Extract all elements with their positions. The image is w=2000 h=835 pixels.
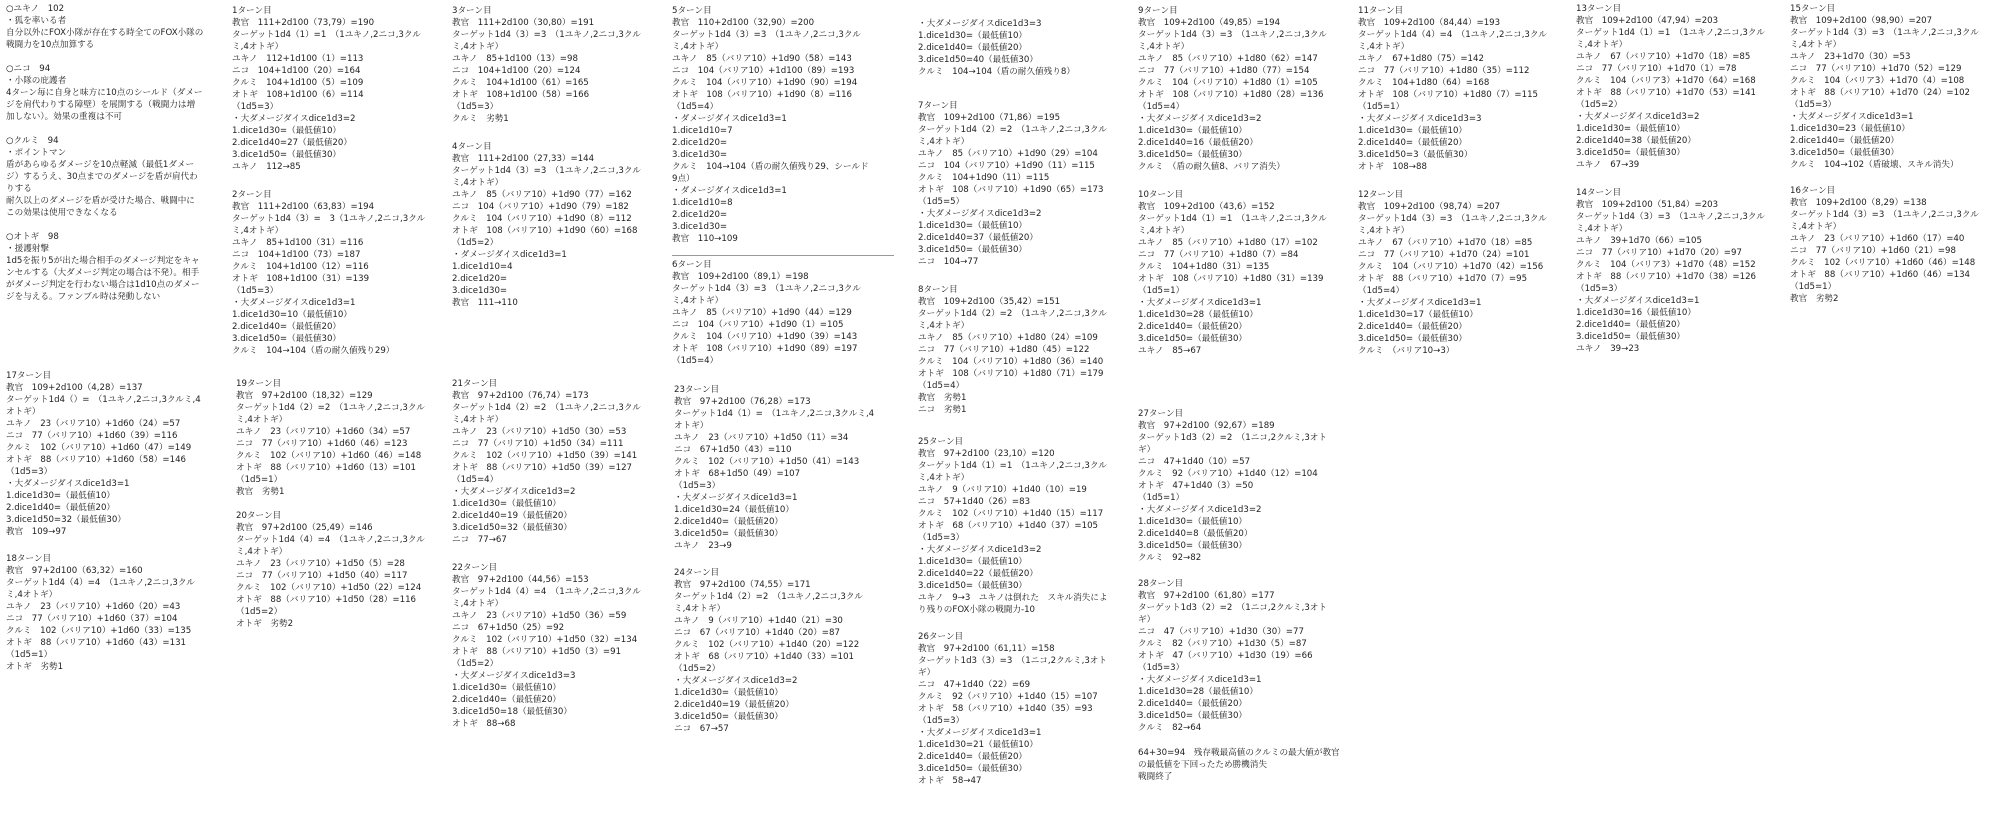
turn-20: 20ターン目 教官 97+2d100（25,49）=146 ターゲット1d4（4）=4 （1ユキノ,2ニコ,3クル ミ,4オトギ） ユキノ 23（バリア10）+1d50（5）=28 ニコ 77（バリア10）+1d50（40）=117 クルミ 102（バリア10）+1d50（22）=124 オトギ 88（バリア10）+1d50（28）=116 （1d5=2） オトギ 劣勢2 [236, 511, 425, 629]
turn-5: 5ターン目 教官 110+2d100（32,90）=200 ターゲット1d4（3）=3 （1ユキノ,2ニコ,3クル ミ,4オトギ） ユキノ 85（バリア10）+1d90（58）=143 ニコ 104（バリア10）+1d100（89）=193 クルミ 104（バリア10）+1d90（90）=194 オトギ 108（バリア10）+1d90（8）=116 （1d5=4） ・ダメージダイスdice1d3=1 1.dice1d10=7 2.dice1d20= 3.dice1d30= クルミ 104→104（盾の耐久値残り29、シールド 9点） ・ダメージダイスdice1d3=1 1.dice1d10=8 2.dice1d20= 3.dice1d30= 教官 110→109 [672, 6, 869, 244]
turn-3: 3ターン目 教官 111+2d100（30,80）=191 ターゲット1d4（3）=3 （1ユキノ,2ニコ,3クル ミ,4オトギ） ユキノ 85+1d100（13）=98 ニコ 104+1d100（20）=124 クルミ 104+1d100（61）=165 オトギ 108+1d100（58）=166 （1d5=3） クルミ 劣勢1 [452, 6, 641, 124]
character-intro: ○ユキノ 102 ・狐を率いる者 自分以外にFOX小隊が存在する時全てのFOX小隊の 戦闘力を10点加算する ○ニコ 94 ・小隊の庇護者 4ターン毎に自身と味方に10点のシールド（ダメー ジを肩代わりする障壁）を展開する（戦闘力は増 加しない）。効果の重複は不可 ○クルミ 94 ・ポイントマン 盾があらゆるダメージを10点軽減（最低1ダメー ジ）するうえ、30点までのダメージを盾が肩代わ りする 耐久以上のダメージを盾が受けた場合、戦闘中に この効果は使用できなくなる ○オトギ 98 ・援護射撃 1d5を振り5が出た場合相手のダメージ判定をキャ ンセルする（大ダメージ判定の場合は不発）。相手 がダメージ判定を行わない場合は1d10点のダメー ジを与える。ファンブル時は発動しない [6, 4, 204, 302]
turn-16: 16ターン目 教官 109+2d100（8,29）=138 ターゲット1d4（3）=3 （1ユキノ,2ニコ,3クル ミ,4オトギ） ユキノ 23（バリア10）+1d60（17）=40 ニコ 77（バリア10）+1d60（21）=98 クルミ 102（バリア10）+1d60（46）=148 オトギ 88（バリア10）+1d60（46）=134 （1d5=1） 教官 劣勢2 [1790, 186, 1979, 304]
turn-8: 8ターン目 教官 109+2d100（35,42）=151 ターゲット1d4（2）=2 （1ユキノ,2ニコ,3クル ミ,4オトギ） ユキノ 85（バリア10）+1d80（24）=109 ニコ 77（バリア10）+1d80（45）=122 クルミ 104（バリア10）+1d80（36）=140 オトギ 108（バリア10）+1d80（71）=179 （1d5=4） 教官 劣勢1 ニコ 劣勢1 [918, 285, 1107, 415]
turn-12: 12ターン目 教官 109+2d100（98,74）=207 ターゲット1d4（3）=3 （1ユキノ,2ニコ,3クル ミ,4オトギ） ユキノ 67（バリア10）+1d70（18）=85 ニコ 77（バリア10）+1d70（24）=101 クルミ 104（バリア10）+1d70（42）=156 オトギ 88（バリア10）+1d70（7）=95 （1d5=4） ・大ダメージダイスdice1d3=1 1.dice1d30=17（最低値10） 2.dice1d40=（最低値20） 3.dice1d50=（最低値30） クルミ （バリア10→3） [1358, 190, 1547, 356]
turn-6: 6ターン目 教官 109+2d100（89,1）=198 ターゲット1d4（3）=3 （1ユキノ,2ニコ,3クル ミ,4オトギ） ユキノ 85（バリア10）+1d90（44）=129 ニコ 104（バリア10）+1d90（1）=105 クルミ 104（バリア10）+1d90（39）=143 オトギ 108（バリア10）+1d90（89）=197 （1d5=4） [672, 260, 861, 366]
turn-9: 9ターン目 教官 109+2d100（49,85）=194 ターゲット1d4（3）=3 （1ユキノ,2ニコ,3クル ミ,4オトギ） ユキノ 85（バリア10）+1d80（62）=147 ニコ 77（バリア10）+1d80（77）=154 クルミ 104（バリア10）+1d80（1）=105 オトギ 108（バリア10）+1d80（28）=136 （1d5=4） ・大ダメージダイスdice1d3=2 1.dice1d30=（最低値10） 2.dice1d40=16（最低値20） 3.dice1d50=（最低値30） クルミ （盾の耐久値8、バリア消失） [1138, 6, 1327, 172]
turn-7: 7ターン目 教官 109+2d100（71,86）=195 ターゲット1d4（2）=2 （1ユキノ,2ニコ,3クル ミ,4オトギ） ユキノ 85（バリア10）+1d90（29）=104 ニコ 104（バリア10）+1d90（11）=115 クルミ 104+1d90（11）=115 オトギ 108（バリア10）+1d90（65）=173 （1d5=5） ・大ダメージダイスdice1d3=2 1.dice1d30=（最低値10） 2.dice1d40=37（最低値20） 3.dice1d50=（最低値30） ニコ 104→77 [918, 101, 1107, 267]
turn-11: 11ターン目 教官 109+2d100（84,44）=193 ターゲット1d4（4）=4 （1ユキノ,2ニコ,3クル ミ,4オトギ） ユキノ 67+1d80（75）=142 ニコ 77（バリア10）+1d80（35）=112 クルミ 104+1d80（64）=168 オトギ 108（バリア10）+1d80（7）=115 （1d5=1） ・大ダメージダイスdice1d3=3 1.dice1d30=（最低値10） 2.dice1d40=（最低値20） 3.dice1d50=3（最低値30） オトギ 108→88 [1358, 6, 1547, 172]
turn-4: 4ターン目 教官 111+2d100（27,33）=144 ターゲット1d4（3）=3 （1ユキノ,2ニコ,3クル ミ,4オトギ） ユキノ 85（バリア10）+1d90（77）=162 ニコ 104（バリア10）+1d90（79）=182 クルミ 104（バリア10）+1d90（8）=112 オトギ 108（バリア10）+1d90（60）=168 （1d5=2） ・ダメージダイスdice1d3=1 1.dice1d10=4 2.dice1d20= 3.dice1d30= 教官 111→110 [452, 142, 641, 308]
turn-17: 17ターン目 教官 109+2d100（4,28）=137 ターゲット1d4（）= （1ユキノ,2ニコ,3クルミ,4 オトギ） ユキノ 23（バリア10）+1d60（24）=57 ニコ 77（バリア10）+1d60（39）=116 クルミ 102（バリア10）+1d60（47）=149 オトギ 88（バリア10）+1d60（58）=146 （1d5=3） ・大ダメージダイスdice1d3=1 1.dice1d30=（最低値10） 2.dice1d40=（最低値20） 3.dice1d50=32（最低値30） 教官 109→97 [6, 371, 201, 537]
turn-22: 22ターン目 教官 97+2d100（44,56）=153 ターゲット1d4（4）=4 （1ユキノ,2ニコ,3クル ミ,4オトギ） ユキノ 23（バリア10）+1d50（36）=59 ニコ 67+1d50（25）=92 クルミ 102（バリア10）+1d50（32）=134 オトギ 88（バリア10）+1d50（3）=91 （1d5=2） ・大ダメージダイスdice1d3=3 1.dice1d30=（最低値10） 2.dice1d40=（最低値20） 3.dice1d50=18（最低値30） オトギ 88→68 [452, 563, 641, 729]
turn-28: 28ターン目 教官 97+2d100（61,80）=177 ターゲット1d3（2）=2 （1ニコ,2クルミ,3オト ギ） ニコ 47（バリア10）+1d30（30）=77 クルミ 82（バリア10）+1d30（5）=87 オトギ 47（バリア10）+1d30（19）=66 （1d5=3） ・大ダメージダイスdice1d3=1 1.dice1d30=28（最低値10） 2.dice1d40=（最低値20） 3.dice1d50=（最低値30） クルミ 82→64 [1138, 579, 1327, 733]
turn-26: 26ターン目 教官 97+2d100（61,11）=158 ターゲット1d3（3）=3 （1ニコ,2クルミ,3オト ギ） ニコ 47+1d40（22）=69 クルミ 92（バリア10）+1d40（15）=107 オトギ 58（バリア10）+1d40（35）=93 （1d5=3） ・大ダメージダイスdice1d3=1 1.dice1d30=21（最低値10） 2.dice1d40=（最低値20） 3.dice1d50=（最低値30） オトギ 58→47 [918, 632, 1107, 786]
turn-15: 15ターン目 教官 109+2d100（98,90）=207 ターゲット1d4（3）=3 （1ユキノ,2ニコ,3クル ミ,4オトギ） ユキノ 23+1d70（30）=53 ニコ 77（バリア10）+1d70（52）=129 クルミ 104（バリア3）+1d70（4）=108 オトギ 88（バリア10）+1d70（24）=102 （1d5=3） ・大ダメージダイスdice1d3=1 1.dice1d30=23（最低値10） 2.dice1d40=（最低値20） 3.dice1d50=（最低値30） クルミ 104→102（盾破壊、スキル消失） [1790, 4, 1979, 170]
turn-23: 23ターン目 教官 97+2d100（76,28）=173 ターゲット1d4（1）= （1ユキノ,2ニコ,3クルミ,4 オトギ） ユキノ 23（バリア10）+1d50（11）=34 ニコ 67+1d50（43）=110 クルミ 102（バリア10）+1d50（41）=143 オトギ 68+1d50（49）=107 （1d5=3） ・大ダメージダイスdice1d3=1 1.dice1d30=24（最低値10） 2.dice1d40=（最低値20） 3.dice1d50=（最低値30） ユキノ 23→9 [674, 385, 875, 551]
turn-10: 10ターン目 教官 109+2d100（43,6）=152 ターゲット1d4（1）=1 （1ユキノ,2ニコ,3クル ミ,4オトギ） ユキノ 85（バリア10）+1d80（17）=102 ニコ 77（バリア10）+1d80（7）=84 クルミ 104+1d80（31）=135 オトギ 108（バリア10）+1d80（31）=139 （1d5=1） ・大ダメージダイスdice1d3=1 1.dice1d30=28（最低値10） 2.dice1d40=（最低値20） 3.dice1d50=（最低値30） ユキノ 85→67 [1138, 190, 1327, 356]
turn-24: 24ターン目 教官 97+2d100（74,55）=171 ターゲット1d4（2）=2 （1ユキノ,2ニコ,3クル ミ,4オトギ） ユキノ 9（バリア10）+1d40（21）=30 ニコ 67（バリア10）+1d40（20）=87 クルミ 102（バリア10）+1d40（20）=122 オトギ 68（バリア10）+1d40（33）=101 （1d5=2） ・大ダメージダイスdice1d3=2 1.dice1d30=（最低値10） 2.dice1d40=19（最低値20） 3.dice1d50=（最低値30） ニコ 67→57 [674, 568, 863, 734]
divider [672, 255, 894, 256]
turn-1: 1ターン目 教官 111+2d100（73,79）=190 ターゲット1d4（1）=1 （1ユキノ,2ニコ,3クル ミ,4オトギ） ユキノ 112+1d100（1）=113 ニコ 104+1d100（20）=164 クルミ 104+1d100（5）=109 オトギ 108+1d100（6）=114 （1d5=3） ・大ダメージダイスdice1d3=2 1.dice1d30=（最低値10） 2.dice1d40=27（最低値20） 3.dice1d50=（最低値30） ユキノ 112→85 [232, 6, 421, 172]
turn-6-damage: ・大ダメージダイスdice1d3=3 1.dice1d30=（最低値10） 2.dice1d40=（最低値20） 3.dice1d50=40（最低値30） クルミ 104→104（盾の耐久値残り8） [918, 19, 1075, 77]
turn-2: 2ターン目 教官 111+2d100（63,83）=194 ターゲット1d4（3）= 3（1ユキノ,2ニコ,3クル ミ,4オトギ） ユキノ 85+1d100（31）=116 ニコ 104+1d100（73）=187 クルミ 104+1d100（12）=116 オトギ 108+1d100（31）=139 （1d5=3） ・大ダメージダイスdice1d3=1 1.dice1d30=10（最低値10） 2.dice1d40=（最低値20） 3.dice1d50=（最低値30） クルミ 104→104（盾の耐久値残り29） [232, 190, 426, 356]
battle-end-note: 64+30=94 残存戦最高値のクルミの最大値が教官 の最低値を下回ったため勝機消失 戦闘終了 [1138, 748, 1340, 782]
turn-14: 14ターン目 教官 109+2d100（51,84）=203 ターゲット1d4（3）=3 （1ユキノ,2ニコ,3クル ミ,4オトギ） ユキノ 39+1d70（66）=105 ニコ 77（バリア10）+1d70（20）=97 クルミ 104（バリア3）+1d70（48）=152 オトギ 88（バリア10）+1d70（38）=126 （1d5=3） ・大ダメージダイスdice1d3=1 1.dice1d30=16（最低値10） 2.dice1d40=（最低値20） 3.dice1d50=（最低値30） ユキノ 39→23 [1576, 188, 1765, 354]
turn-21: 21ターン目 教官 97+2d100（76,74）=173 ターゲット1d4（2）=2 （1ユキノ,2ニコ,3クル ミ,4オトギ） ユキノ 23（バリア10）+1d50（30）=53 ニコ 77（バリア10）+1d50（34）=111 クルミ 102（バリア10）+1d50（39）=141 オトギ 88（バリア10）+1d50（39）=127 （1d5=4） ・大ダメージダイスdice1d3=2 1.dice1d30=（最低値10） 2.dice1d40=19（最低値20） 3.dice1d50=32（最低値30） ニコ 77→67 [452, 379, 641, 545]
turn-19: 19ターン目 教官 97+2d100（18,32）=129 ターゲット1d4（2）=2 （1ユキノ,2ニコ,3クル ミ,4オトギ） ユキノ 23（バリア10）+1d60（34）=57 ニコ 77（バリア10）+1d60（46）=123 クルミ 102（バリア10）+1d60（46）=148 オトギ 88（バリア10）+1d60（13）=101 （1d5=1） 教官 劣勢1 [236, 379, 425, 497]
turn-13: 13ターン目 教官 109+2d100（47,94）=203 ターゲット1d4（1）=1 （1ユキノ,2ニコ,3クル ミ,4オトギ） ユキノ 67（バリア10）+1d70（18）=85 ニコ 77（バリア10）+1d70（1）=78 クルミ 104（バリア3）+1d70（64）=168 オトギ 88（バリア10）+1d70（53）=141 （1d5=2） ・大ダメージダイスdice1d3=2 1.dice1d30=（最低値10） 2.dice1d40=38（最低値20） 3.dice1d50=（最低値30） ユキノ 67→39 [1576, 4, 1765, 170]
turn-18: 18ターン目 教官 97+2d100（63,32）=160 ターゲット1d4（4）=4 （1ユキノ,2ニコ,3クル ミ,4オトギ） ユキノ 23（バリア10）+1d60（20）=43 ニコ 77（バリア10）+1d60（37）=104 クルミ 102（バリア10）+1d60（33）=135 オトギ 88（バリア10）+1d60（43）=131 （1d5=1） オトギ 劣勢1 [6, 554, 195, 672]
turn-27: 27ターン目 教官 97+2d100（92,67）=189 ターゲット1d3（2）=2 （1ニコ,2クルミ,3オト ギ） ニコ 47+1d40（10）=57 クルミ 92（バリア10）+1d40（12）=104 オトギ 47+1d40（3）=50 （1d5=1） ・大ダメージダイスdice1d3=2 1.dice1d30=（最低値10） 2.dice1d40=8（最低値20） 3.dice1d50=（最低値30） クルミ 92→82 [1138, 409, 1327, 563]
turn-25: 25ターン目 教官 97+2d100（23,10）=120 ターゲット1d4（1）=1 （1ユキノ,2ニコ,3クル ミ,4オトギ） ユキノ 9（バリア10）+1d40（10）=19 ニコ 57+1d40（26）=83 クルミ 102（バリア10）+1d40（15）=117 オトギ 68（バリア10）+1d40（37）=105 （1d5=3） ・大ダメージダイスdice1d3=2 1.dice1d30=（最低値10） 2.dice1d40=22（最低値20） 3.dice1d50=（最低値30） ユキノ 9→3 ユキノは倒れた スキル消失によ り残りのFOX小隊の戦闘力-10 [918, 437, 1108, 615]
